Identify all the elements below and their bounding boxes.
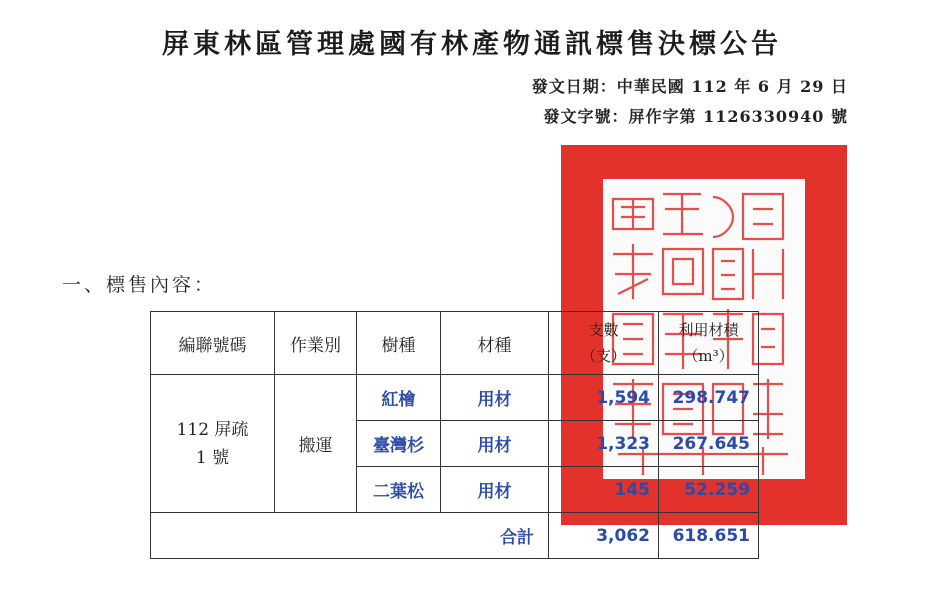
table-header-row [151,312,759,375]
total-count: 3,062 [549,513,659,559]
table-row [151,375,759,421]
header-material: 材種 [441,312,549,375]
lot-code-cell: 112 屏疏 1 號 [151,375,275,513]
material-cell: 用材 [441,467,549,513]
header-species: 樹種 [357,312,441,375]
sale-content-table [150,311,759,559]
total-label: 合計 [151,513,549,559]
work-type-cell: 搬運 [275,375,357,513]
header-count-label: 支數 [588,321,619,339]
material-cell: 用材 [441,375,549,421]
header-code: 編聯號碼 [151,312,275,375]
header-volume-unit: （m³） [683,347,734,365]
volume-cell: 298.747 [659,375,759,421]
volume-cell: 52.259 [659,467,759,513]
header-count [549,312,659,375]
section-heading: 一、標售內容： [62,274,217,296]
volume-cell: 267.645 [659,421,759,467]
count-cell: 145 [549,467,659,513]
total-row [151,513,759,559]
species-cell: 紅檜 [357,375,441,421]
issue-date: 發文日期：中華民國 112 年 6 月 29 日 [531,77,848,96]
count-cell: 1,594 [549,375,659,421]
header-work: 作業別 [275,312,357,375]
header-volume-label: 利用材積 [678,321,739,339]
header-count-unit: （支） [580,347,626,365]
species-cell: 臺灣杉 [357,421,441,467]
total-volume: 618.651 [659,513,759,559]
document-title: 屏東林區管理處國有林產物通訊標售決標公告 [162,29,782,60]
material-cell: 用材 [441,421,549,467]
count-cell: 1,323 [549,421,659,467]
header-volume [659,312,759,375]
document-number: 發文字號：屏作字第 1126330940 號 [543,107,848,126]
species-cell: 二葉松 [357,467,441,513]
